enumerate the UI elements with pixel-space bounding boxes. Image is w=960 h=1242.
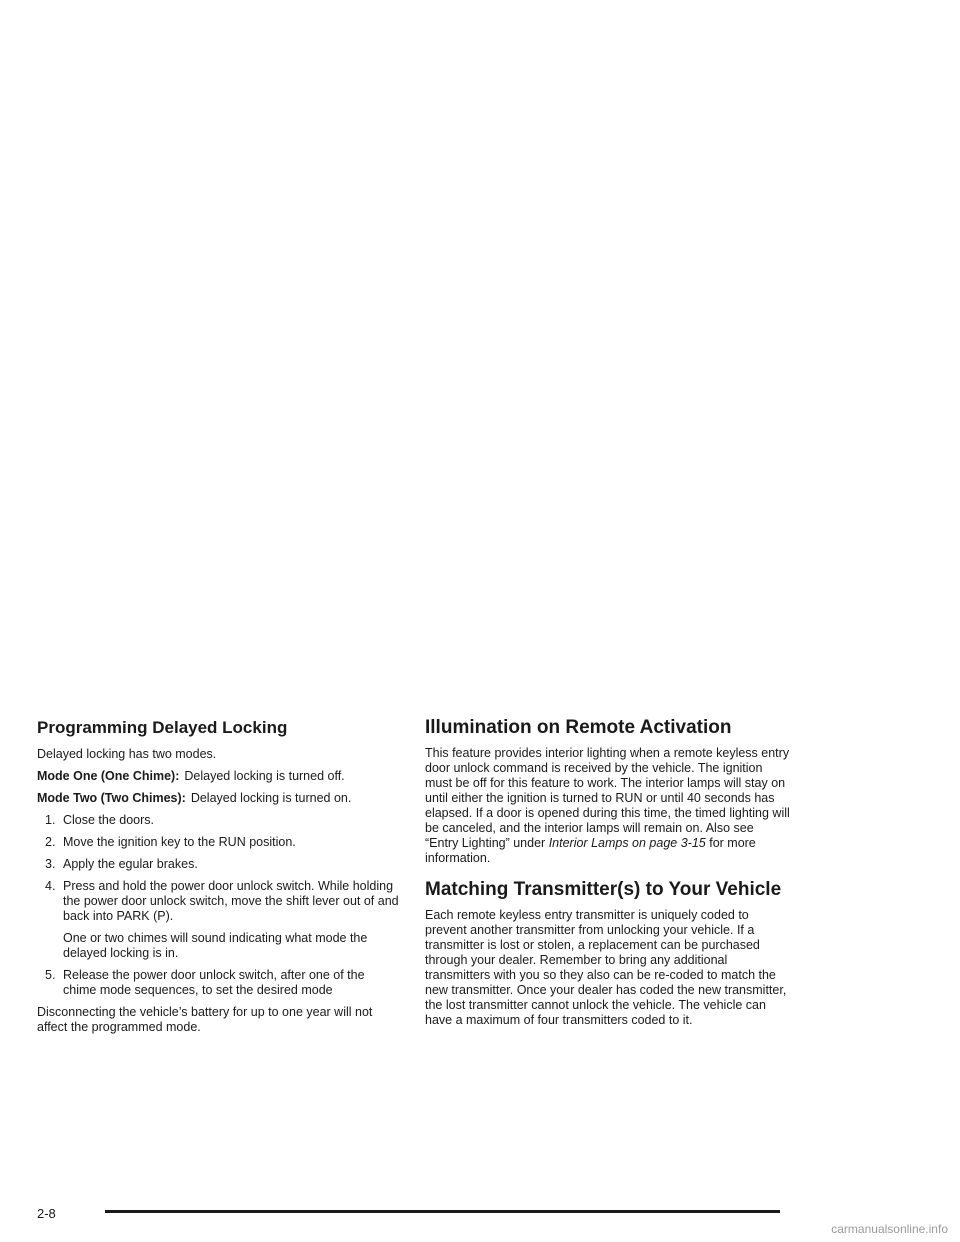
transmitter-paragraph: Each remote keyless entry transmitter is uniquely coded to prevent another transmitter from unlocking your vehicle. If a transmitter is lost or stolen, a replacement can be purchased through your dealer. Remember to bring any additional transmitters with you so they also can be re-coded to match the new transmitter. Once your dealer has coded the new transmitter, the lost transmitter cannot unlock the vehicle. The vehicle can have a maximum of four transmitters coded to it. xyxy=(425,908,787,1027)
mode-two-label: Mode Two (Two Chimes): xyxy=(37,791,186,805)
mode-one-label: Mode One (One Chime): xyxy=(37,769,180,783)
steps-list-continued xyxy=(37,968,399,998)
section-heading-matching-transmitters: Matching Transmitter(s) to Your Vehicle xyxy=(425,879,782,900)
mode-one-text: Delayed locking is turned off. xyxy=(184,769,345,783)
mode-one-paragraph xyxy=(37,769,399,784)
intro-text: Delayed locking has two modes. xyxy=(37,747,217,761)
list-item: 4. Press and hold the power door unlock switch. While holding the power door unlock switch, move the shift lever out of and back into PARK (P). xyxy=(45,879,399,923)
left-column xyxy=(37,716,399,1035)
watermark[interactable]: carmanualsonline.info xyxy=(831,1222,948,1236)
list-item: 2. Move the ignition key to the RUN position. xyxy=(45,835,296,849)
cross-reference-link[interactable]: Interior Lamps on page 3-15 xyxy=(548,836,706,850)
closing-text: Disconnecting the vehicle’s battery for up to one year will not affect the programmed mode. xyxy=(37,1005,373,1034)
step-4-note: One or two chimes will sound indicating what mode the delayed locking is in. xyxy=(63,931,368,960)
list-item: 5. Release the power door unlock switch, after one of the chime mode sequences, to set the desired mode xyxy=(45,968,365,997)
page-number: 2-8 xyxy=(37,1206,56,1221)
right-column xyxy=(425,716,790,1028)
footer-rule xyxy=(105,1210,780,1213)
mode-two-paragraph xyxy=(37,791,399,806)
section-heading-illumination: Illumination on Remote Activation xyxy=(425,717,732,738)
section-heading-delayed-locking: Programming Delayed Locking xyxy=(37,718,288,737)
illumination-paragraph: This feature provides interior lighting when a remote keyless entry door unlock command is received by the vehicle. The ignition must be off for this feature to work. The interior lamps will stay on until either the ignition is turned to RUN or until 40 seconds has elapsed. If a door is opened during this time, the timed lighting will be canceled, and the interior lamps will remain on. Also see “Entry Lighting” under Interior Lamps on page 3-15 for more information. xyxy=(425,746,790,865)
mode-two-text: Delayed locking is turned on. xyxy=(190,791,352,805)
list-item: 3. Apply the egular brakes. xyxy=(45,857,198,871)
list-item: 1. Close the doors. xyxy=(45,813,155,827)
steps-list xyxy=(37,813,399,924)
